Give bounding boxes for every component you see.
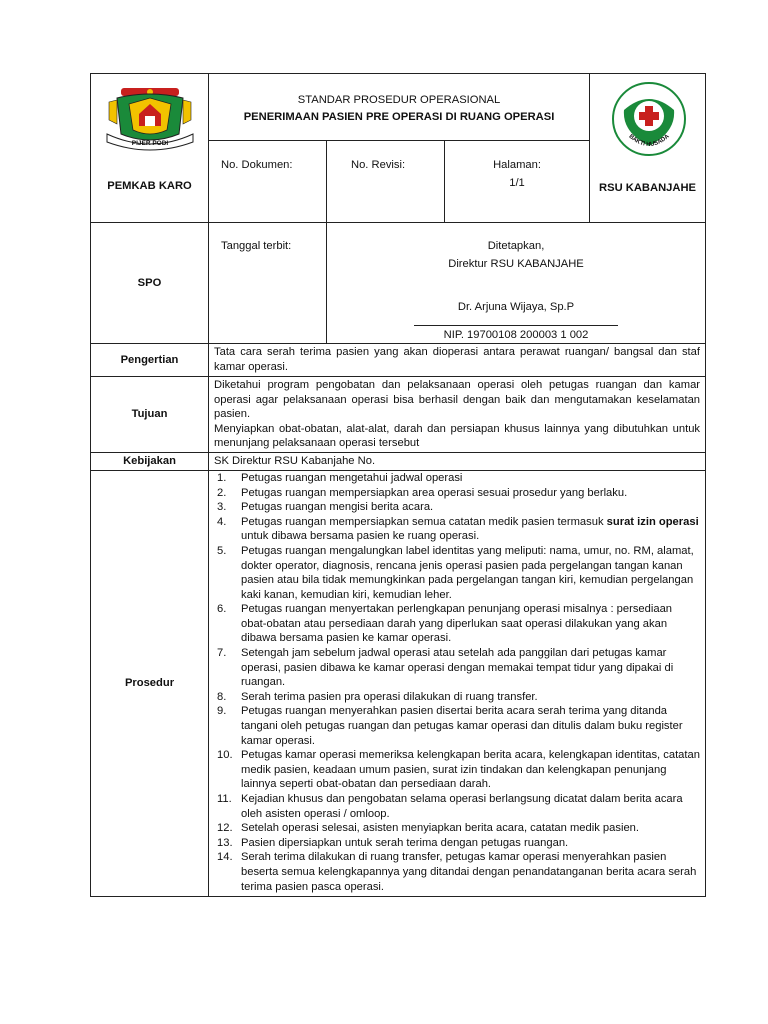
prosedur-item xyxy=(217,850,700,894)
prosedur-item-number: 10. xyxy=(217,749,233,762)
prosedur-item-number: 13. xyxy=(217,836,233,849)
prosedur-item-text: Setelah operasi selesai, asisten menyiapkan berita acara, catatan medik pasien. xyxy=(241,822,640,835)
bakti-husada-logo-icon xyxy=(610,80,688,158)
prosedur-item xyxy=(217,471,700,486)
prosedur-item xyxy=(217,646,700,690)
doc-title: PENERIMAAN PASIEN PRE OPERASI DI RUANG OPERASI xyxy=(243,111,555,123)
prosedur-item-text: Petugas ruangan menyerahkan pasien disertai berita acara serah terima yang ditanda tangani oleh petugas ruangan dan petugas kamar operasi dan ditulis dalam buku register kamar operasi. xyxy=(241,705,683,747)
tujuan-text-2: Menyiapkan obat-obatan, alat-alat, darah dan persiapan khusus lainnya yang dibutuhkan untuk menunjang pelaksanaan operasi tersebut xyxy=(214,422,701,450)
prosedur-item xyxy=(217,544,700,602)
prosedur-item xyxy=(217,500,700,515)
prosedur-item-text: Petugas ruangan mengetahui jadwal operasi xyxy=(241,471,463,484)
page-cell xyxy=(445,141,590,223)
spo-label: SPO xyxy=(91,223,209,344)
doc-type-title: STANDAR PROSEDUR OPERASIONAL xyxy=(297,94,501,106)
prosedur-item-text: Setengah jam sebelum jadwal operasi atau setelah ada panggilan dari petugas kamar operasi, pasien dibawa ke kamar operasi dengan memakai tempat tidur yang dipakai di ruangan. xyxy=(241,647,674,689)
prosedur-item-text: untuk dibawa bersama pasien ke ruang operasi. xyxy=(241,530,480,543)
issue-date-label: Tanggal terbit: xyxy=(221,240,292,252)
kebijakan-text: SK Direktur RSU Kabanjahe No. xyxy=(209,452,706,470)
prosedur-item-text: Petugas kamar operasi memeriksa kelengkapan berita acara, kelengkapan identitas, catatan medik pasien, keadaan umum pasien, surat izin tindakan dan kelengkapan penunjang lainnya seperti obat-obatan dan persediaan darah. xyxy=(241,749,700,791)
org-right-name: RSU KABANJAHE xyxy=(599,182,696,194)
prosedur-item xyxy=(217,602,700,646)
prosedur-item-number: 12. xyxy=(217,822,233,835)
svg-text:PIJER PODI: PIJER PODI xyxy=(131,140,169,147)
signatory-nip: NIP. 19700108 200003 1 002 xyxy=(443,329,589,342)
page-label: Halaman: xyxy=(493,159,541,171)
prosedur-item xyxy=(217,792,700,821)
prosedur-item-text: Serah terima dilakukan di ruang transfer, petugas kamar operasi menyerahkan pasien beserta semua kelengkapannya yang ditandai dengan penandatanganan berita acara serah terima pasien pasca operasi. xyxy=(241,851,697,893)
prosedur-item-number: 5. xyxy=(217,544,227,557)
approved-label: Ditetapkan, xyxy=(487,240,545,252)
prosedur-item-text: Pasien dipersiapkan untuk serah terima dengan petugas ruangan. xyxy=(241,836,569,849)
rev-no-label: No. Revisi: xyxy=(351,159,406,171)
signature-line xyxy=(414,325,618,326)
right-logo-cell xyxy=(590,74,706,223)
signatory-name: Dr. Arjuna Wijaya, Sp.P xyxy=(457,301,575,314)
sop-table xyxy=(90,73,706,897)
page-value: 1/1 xyxy=(509,176,525,189)
prosedur-item-number: 7. xyxy=(217,647,227,660)
prosedur-item-text: Kejadian khusus dan pengobatan selama operasi berlangsung dicatat dalam berita acara oleh asisten operasi / omloop. xyxy=(241,793,683,820)
prosedur-item-text: Serah terima pasien pra operasi dilakukan di ruang transfer. xyxy=(241,690,538,703)
prosedur-item xyxy=(217,515,700,544)
prosedur-item xyxy=(217,690,700,705)
sop-document xyxy=(90,73,705,897)
prosedur-item-number: 8. xyxy=(217,690,227,703)
prosedur-item-number: 11. xyxy=(217,793,232,805)
prosedur-item-text: Petugas ruangan mempersiapkan semua catatan medik pasien termasuk xyxy=(241,515,607,528)
prosedur-item xyxy=(217,821,700,836)
left-logo-cell xyxy=(91,74,209,223)
prosedur-item-number: 6. xyxy=(217,603,227,616)
prosedur-item-number: 14. xyxy=(217,851,233,864)
kebijakan-label: Kebijakan xyxy=(91,452,209,470)
prosedur-item xyxy=(217,486,700,501)
tujuan-label: Tujuan xyxy=(91,376,209,452)
doc-no-cell xyxy=(209,141,327,223)
title-cell xyxy=(209,74,590,141)
prosedur-list xyxy=(209,471,705,894)
prosedur-cell xyxy=(209,470,706,896)
rev-no-cell xyxy=(327,141,445,223)
pemkab-karo-emblem-icon xyxy=(99,84,201,154)
pengertian-label: Pengertian xyxy=(91,343,209,376)
prosedur-item-number: 2. xyxy=(217,486,227,499)
prosedur-item-number: 3. xyxy=(217,501,227,514)
prosedur-item-number: 9. xyxy=(217,705,227,718)
prosedur-item xyxy=(217,748,700,792)
prosedur-item-number: 1. xyxy=(217,471,227,484)
prosedur-label: Prosedur xyxy=(91,470,209,896)
approver-title: Direktur RSU KABANJAHE xyxy=(448,257,584,270)
org-left-name: PEMKAB KARO xyxy=(107,180,192,192)
prosedur-item-text: Petugas ruangan mengisi berita acara. xyxy=(241,501,434,514)
prosedur-item xyxy=(217,704,700,748)
approval-cell xyxy=(327,223,706,344)
tujuan-text-1: Diketahui program pengobatan dan pelaksanaan operasi oleh petugas ruangan dan kamar operasi agar pelaksanaan operasi bisa berhasil dengan baik dan mengutamakan keselamatan pasien. xyxy=(214,378,701,421)
prosedur-item-text: Petugas ruangan mempersiapkan area operasi sesuai prosedur yang berlaku. xyxy=(241,486,628,499)
prosedur-item-text: Petugas ruangan menyertakan perlengkapan penunjang operasi misalnya : persediaan obat-obatan atau persediaan darah yang diperlukan saat operasi dilakukan yang akan dibawa bersama pasien ke kamar operasi. xyxy=(241,603,673,645)
prosedur-item xyxy=(217,836,700,851)
prosedur-item-emphasis: surat izin operasi xyxy=(606,515,699,528)
tujuan-cell xyxy=(209,376,706,452)
doc-no-label: No. Dokumen: xyxy=(221,159,293,171)
prosedur-item-text: Petugas ruangan mengalungkan label identitas yang meliputi: nama, umur, no. RM, alamat, dokter operator, diagnosis, rencana jenis operasi pasien pada pergelangan tangan kanan pasien atau bila tidak memungkinkan pada pergelangan tangan kiri, kemudian pergelangan kaki kanan, kemudian kiri, kemudian leher. xyxy=(241,544,694,601)
prosedur-item-number: 4. xyxy=(217,515,227,528)
svg-text:BAKTI HUSADA: BAKTI HUSADA xyxy=(627,133,671,149)
date-cell xyxy=(209,223,327,344)
pengertian-text: Tata cara serah terima pasien yang akan dioperasi antara perawat ruangan/ bangsal dan staf kamar operasi. xyxy=(209,343,706,376)
